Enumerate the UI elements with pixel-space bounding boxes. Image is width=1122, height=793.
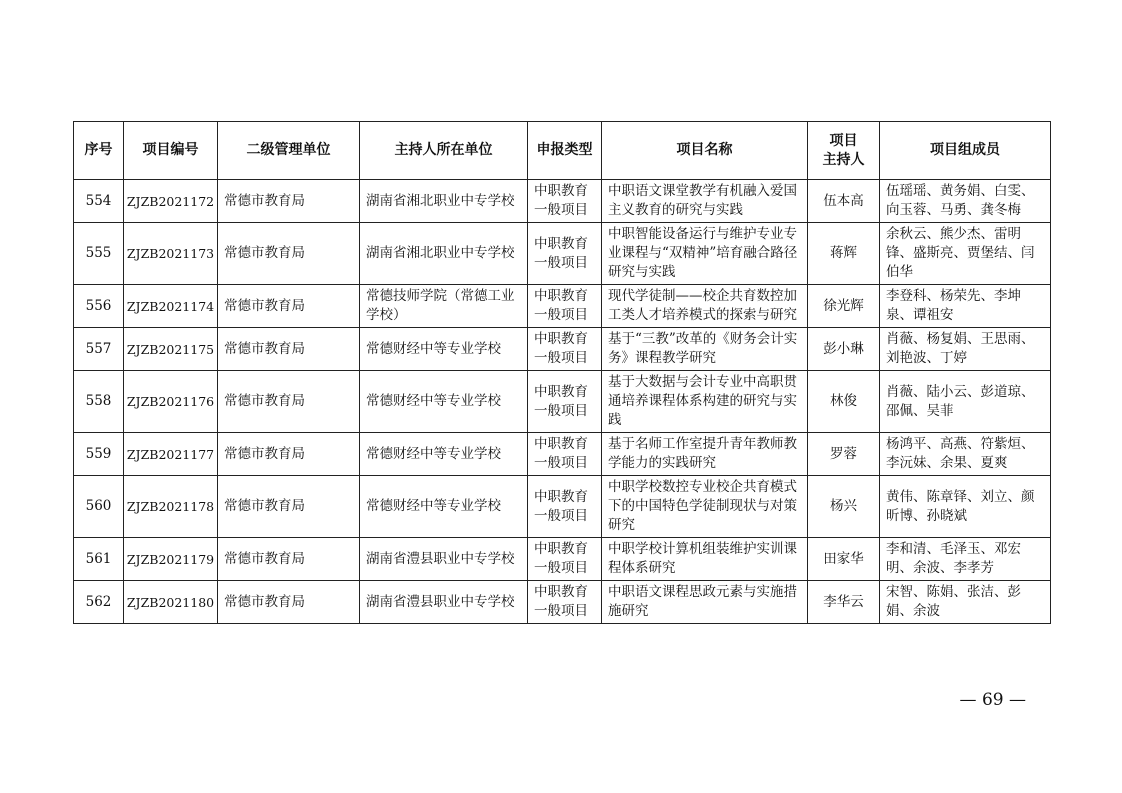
cell-host: 彭小琳 [808, 328, 880, 371]
cell-admin-unit: 常德市教育局 [218, 371, 360, 433]
cell-no: 558 [74, 371, 124, 433]
table-row [74, 371, 1051, 433]
cell-code: ZJZB2021178 [124, 476, 218, 538]
table-row [74, 285, 1051, 328]
cell-no: 557 [74, 328, 124, 371]
cell-code: ZJZB2021179 [124, 538, 218, 581]
table-row [74, 328, 1051, 371]
table-row [74, 538, 1051, 581]
cell-host: 林俊 [808, 371, 880, 433]
cell-name: 中职学校数控专业校企共育模式下的中国特色学徒制现状与对策研究 [602, 476, 808, 538]
cell-admin-unit: 常德市教育局 [218, 328, 360, 371]
column-header: 主持人所在单位 [360, 122, 528, 180]
cell-code: ZJZB2021175 [124, 328, 218, 371]
cell-code: ZJZB2021173 [124, 223, 218, 285]
table-row [74, 223, 1051, 285]
cell-no: 560 [74, 476, 124, 538]
table-row [74, 433, 1051, 476]
cell-host-unit: 常德财经中等专业学校 [360, 328, 528, 371]
table-row [74, 476, 1051, 538]
cell-no: 556 [74, 285, 124, 328]
column-header: 项目组成员 [880, 122, 1051, 180]
cell-host: 罗蓉 [808, 433, 880, 476]
cell-no: 561 [74, 538, 124, 581]
cell-name: 基于名师工作室提升青年教师教学能力的实践研究 [602, 433, 808, 476]
cell-host: 李华云 [808, 581, 880, 624]
cell-host-unit: 湖南省湘北职业中专学校 [360, 223, 528, 285]
cell-name: 中职学校计算机组装维护实训课程体系研究 [602, 538, 808, 581]
cell-members: 余秋云、熊少杰、雷明锋、盛斯亮、贾堡结、闫伯华 [880, 223, 1051, 285]
cell-host: 徐光辉 [808, 285, 880, 328]
cell-admin-unit: 常德市教育局 [218, 433, 360, 476]
cell-host: 田家华 [808, 538, 880, 581]
cell-name: 基于“三教”改革的《财务会计实务》课程教学研究 [602, 328, 808, 371]
cell-host-unit: 湖南省澧县职业中专学校 [360, 538, 528, 581]
cell-host-unit: 常德技师学院（常德工业学校） [360, 285, 528, 328]
cell-admin-unit: 常德市教育局 [218, 285, 360, 328]
cell-name: 中职语文课堂教学有机融入爱国主义教育的研究与实践 [602, 180, 808, 223]
cell-type: 中职教育一般项目 [528, 285, 602, 328]
cell-type: 中职教育一般项目 [528, 371, 602, 433]
cell-admin-unit: 常德市教育局 [218, 180, 360, 223]
cell-no: 555 [74, 223, 124, 285]
cell-type: 中职教育一般项目 [528, 223, 602, 285]
cell-no: 554 [74, 180, 124, 223]
cell-code: ZJZB2021180 [124, 581, 218, 624]
cell-type: 中职教育一般项目 [528, 433, 602, 476]
table-header-row [74, 122, 1051, 180]
page-number: — 69 — [959, 690, 1026, 710]
cell-code: ZJZB2021172 [124, 180, 218, 223]
cell-members: 宋智、陈娟、张洁、彭娟、余波 [880, 581, 1051, 624]
cell-type: 中职教育一般项目 [528, 180, 602, 223]
table-row [74, 581, 1051, 624]
cell-host-unit: 湖南省湘北职业中专学校 [360, 180, 528, 223]
cell-host: 杨兴 [808, 476, 880, 538]
cell-code: ZJZB2021174 [124, 285, 218, 328]
cell-type: 中职教育一般项目 [528, 328, 602, 371]
cell-host: 伍本高 [808, 180, 880, 223]
cell-host-unit: 常德财经中等专业学校 [360, 371, 528, 433]
cell-admin-unit: 常德市教育局 [218, 476, 360, 538]
table-body [74, 180, 1051, 624]
cell-members: 黄伟、陈章铎、刘立、颜昕博、孙晓斌 [880, 476, 1051, 538]
cell-type: 中职教育一般项目 [528, 581, 602, 624]
cell-admin-unit: 常德市教育局 [218, 581, 360, 624]
cell-members: 肖薇、杨复娟、王思雨、刘艳波、丁婷 [880, 328, 1051, 371]
table-row [74, 180, 1051, 223]
cell-members: 李和清、毛泽玉、邓宏明、余波、李孝芳 [880, 538, 1051, 581]
cell-members: 伍瑶瑶、黄务娟、白雯、向玉蓉、马勇、龚冬梅 [880, 180, 1051, 223]
cell-host-unit: 常德财经中等专业学校 [360, 476, 528, 538]
cell-admin-unit: 常德市教育局 [218, 223, 360, 285]
cell-host-unit: 常德财经中等专业学校 [360, 433, 528, 476]
cell-name: 现代学徒制——校企共育数控加工类人才培养模式的探索与研究 [602, 285, 808, 328]
cell-name: 中职智能设备运行与维护专业专业课程与“双精神”培育融合路径研究与实践 [602, 223, 808, 285]
column-header: 序号 [74, 122, 124, 180]
cell-code: ZJZB2021176 [124, 371, 218, 433]
cell-members: 李登科、杨荣先、李坤泉、谭祖安 [880, 285, 1051, 328]
column-header: 申报类型 [528, 122, 602, 180]
cell-members: 杨鸿平、高燕、符紫烜、李沅妹、余果、夏爽 [880, 433, 1051, 476]
column-header: 二级管理单位 [218, 122, 360, 180]
column-header: 项目 主持人 [808, 122, 880, 180]
column-header: 项目编号 [124, 122, 218, 180]
cell-no: 559 [74, 433, 124, 476]
cell-admin-unit: 常德市教育局 [218, 538, 360, 581]
cell-name: 中职语文课程思政元素与实施措施研究 [602, 581, 808, 624]
cell-no: 562 [74, 581, 124, 624]
cell-host-unit: 湖南省澧县职业中专学校 [360, 581, 528, 624]
cell-code: ZJZB2021177 [124, 433, 218, 476]
cell-host: 蒋辉 [808, 223, 880, 285]
cell-type: 中职教育一般项目 [528, 476, 602, 538]
cell-members: 肖薇、陆小云、彭道琼、邵佩、吴菲 [880, 371, 1051, 433]
cell-type: 中职教育一般项目 [528, 538, 602, 581]
cell-name: 基于大数据与会计专业中高职贯通培养课程体系构建的研究与实践 [602, 371, 808, 433]
project-table [73, 121, 1051, 624]
column-header: 项目名称 [602, 122, 808, 180]
